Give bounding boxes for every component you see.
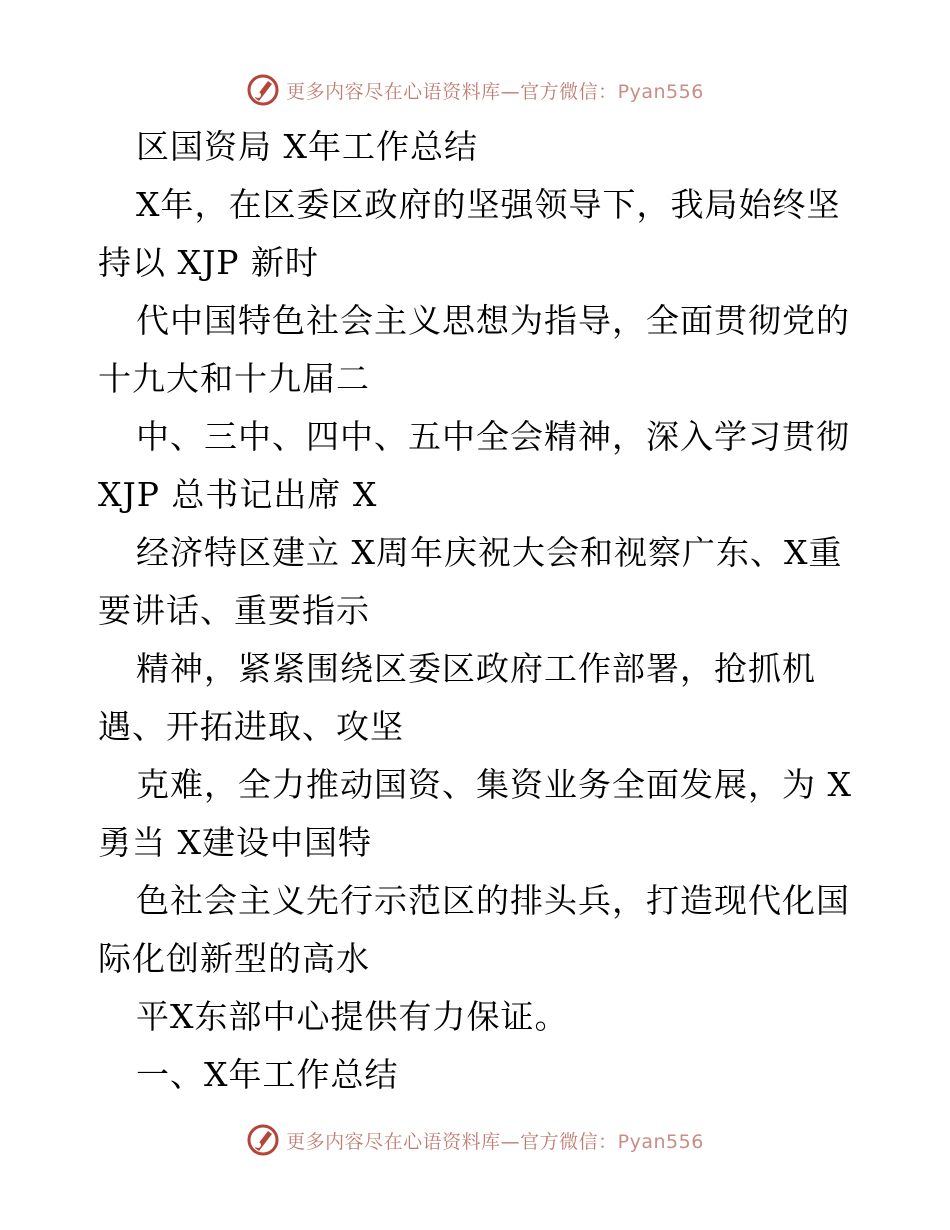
paragraph-line: 中、三中、四中、五中全会精神，深入学习贯彻 [136, 417, 850, 456]
section-heading: 一、X年工作总结 [136, 1055, 399, 1094]
paragraph-line: 精神，紧紧围绕区委区政府工作部署，抢抓机 [136, 649, 816, 688]
paragraph-line: 代中国特色社会主义思想为指导，全面贯彻党的 [136, 301, 850, 340]
paragraph-line: 十九大和十九届二 [98, 359, 370, 398]
paragraph-line: 勇当 X建设中国特 [98, 823, 372, 862]
document-title: 区国资局 X年工作总结 [136, 127, 478, 166]
paragraph-line: X年，在区委区政府的坚强领导下，我局始终坚 [136, 185, 841, 224]
document-body [98, 118, 858, 1104]
paragraph-line: XJP 总书记出席 X [98, 475, 378, 514]
watermark-text: 更多内容尽在心语资料库—官方微信：Pyan556 [286, 1130, 704, 1153]
pen-seal-logo-icon [246, 1123, 280, 1157]
paragraph-line: 遇、开拓进取、攻坚 [98, 707, 404, 746]
paragraph-line: 际化创新型的高水 [98, 939, 370, 978]
paragraph-line: 色社会主义先行示范区的排头兵，打造现代化国 [136, 881, 850, 920]
watermark-footer [0, 1120, 950, 1160]
watermark-header [0, 70, 950, 110]
paragraph-line: 经济特区建立 X周年庆祝大会和视察广东、X重 [136, 533, 843, 572]
pen-seal-logo-icon [246, 73, 280, 107]
paragraph-line: 克难，全力推动国资、集资业务全面发展，为 X [136, 765, 852, 804]
watermark-text: 更多内容尽在心语资料库—官方微信：Pyan556 [286, 80, 704, 103]
paragraph-line: 平X东部中心提供有力保证。 [136, 997, 569, 1036]
paragraph-line: 要讲话、重要指示 [98, 591, 370, 630]
paragraph-line: 持以 XJP 新时 [98, 243, 319, 282]
